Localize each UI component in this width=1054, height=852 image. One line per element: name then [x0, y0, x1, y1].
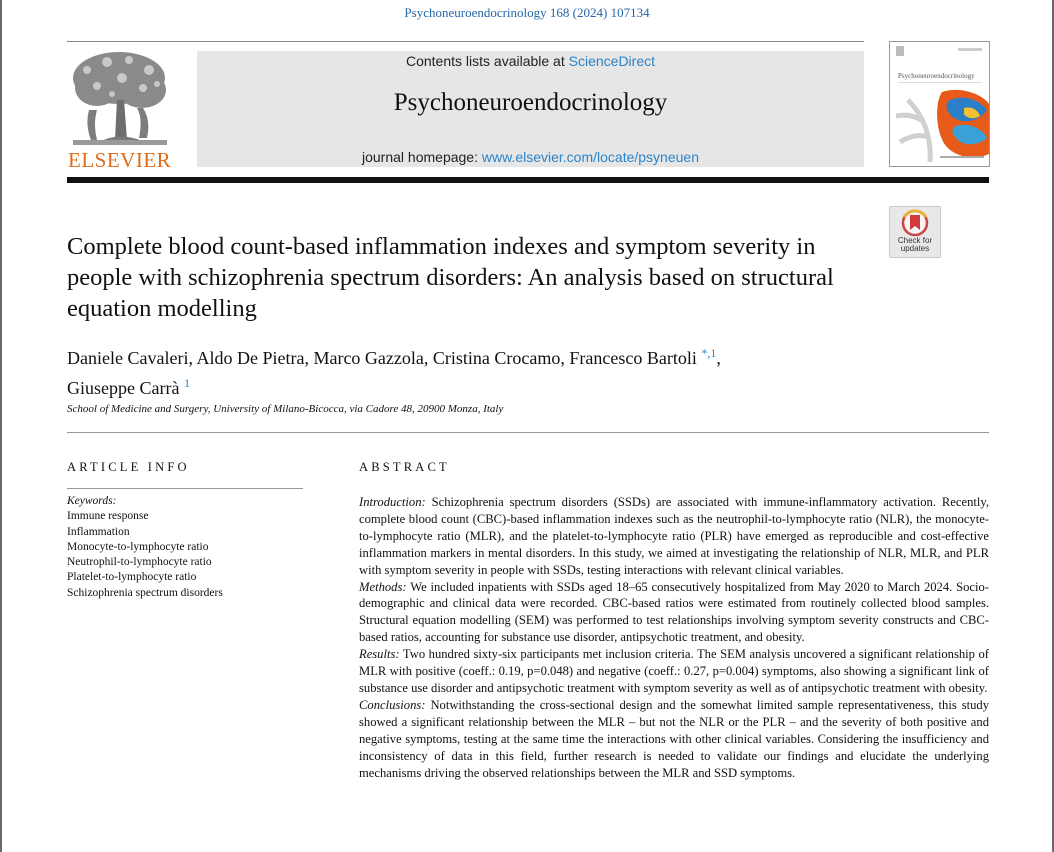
keywords-block	[67, 494, 303, 601]
journal-homepage-link[interactable]: www.elsevier.com/locate/psyneuen	[481, 149, 699, 165]
keywords-label: Keywords:	[67, 495, 117, 507]
keyword-item: Platelet-to-lymphocyte ratio	[67, 571, 197, 584]
abstract-section-label: Conclusions:	[359, 697, 426, 712]
article-title: Complete blood count-based inflammation indexes and symptom severity in people with schizophrenia spectrum disorders: An analysis based on structural equation modelling	[67, 233, 834, 322]
abstract-section-text: We included inpatients with SSDs aged 18–65 consecutively hospitalized from May 2020 to March 2024. Socio-demographic and clinical data were recorded. CBC-based ratios were estimated from routinely collected blood samples. Structural equation modelling (SEM) was performed to test relationships involving symptom severity constructs and CBC-based ratios, accounting for substance use disorder, antipsychotic treatment, and obesity.	[359, 579, 990, 645]
sciencedirect-link[interactable]: ScienceDirect	[568, 53, 656, 69]
abstract-results	[359, 646, 989, 697]
abstract-conclusions	[359, 697, 989, 782]
check-for-updates-label: Check for updates	[897, 236, 933, 253]
keyword-item: Neutrophil-to-lymphocyte ratio	[67, 556, 212, 569]
journal-title: Psychoneuroendocrinology	[393, 89, 668, 116]
bookmark-check-icon	[890, 207, 940, 237]
header-divider	[67, 41, 864, 42]
keyword-item: Monocyte-to-lymphocyte ratio	[67, 540, 209, 553]
abstract-section-label: Results:	[359, 647, 400, 662]
author-name[interactable]: Giuseppe Carrà	[67, 378, 180, 398]
author-name[interactable]: Francesco Bartoli	[569, 348, 697, 368]
affiliation: School of Medicine and Surgery, University of Milano-Bicocca, via Cadore 48, 20900 Monza, Italy	[67, 403, 504, 415]
homepage-prefix: journal homepage:	[362, 149, 478, 165]
author-list: Daniele Cavaleri, Aldo De Pietra, Marco Gazzola, Cristina Crocamo, Francesco Bartoli $^{*,1}$, Giuseppe Carrà $^1$	[67, 346, 721, 398]
author-name[interactable]: Cristina Crocamo	[432, 348, 561, 368]
author-name[interactable]: Marco Gazzola	[313, 348, 424, 368]
contents-line	[197, 53, 864, 69]
keyword-item: Schizophrenia spectrum disorders	[67, 586, 223, 599]
journal-header-box	[197, 51, 864, 167]
page-edge-left	[0, 0, 2, 852]
author-footnote-marks[interactable]: *,1	[701, 346, 717, 360]
abstract-section-label: Introduction:	[359, 495, 426, 509]
abstract-body	[359, 494, 989, 781]
homepage-line	[197, 149, 864, 165]
author-name[interactable]: Daniele Cavaleri	[67, 348, 189, 368]
abstract-section-label: Methods:	[359, 579, 407, 594]
author-footnote-marks[interactable]: 1	[183, 376, 190, 390]
section-divider	[67, 432, 989, 433]
article-info-divider	[67, 488, 303, 489]
check-for-updates-button[interactable]	[889, 206, 941, 258]
journal-cover-art	[890, 42, 989, 166]
journal-cover-thumbnail[interactable]	[889, 41, 990, 167]
contents-prefix: Contents lists available at	[405, 53, 565, 69]
cover-title: Psychoneuroendocrinology	[898, 72, 975, 80]
journal-reference[interactable]: Psychoneuroendocrinology 168 (2024) 107134	[404, 5, 650, 20]
keyword-item: Inflammation	[67, 525, 130, 538]
abstract-section-text: Schizophrenia spectrum disorders (SSDs) are associated with immune-inflammatory activation. Recently, complete blood count (CBC)-based inflammation indexes such as the neutrophil-to-lymphocyte ratio (NLR), the monocyte-to-lymphocyte ratio (MLR), and the platelet-to-lymphocyte ratio (PLR) have emerged as reproducible and cost-effective inflammation markers in mental disorders. In this study, we aimed at investigating the relationship of NLR, MLR, and PLR with symptom severity in people with SSDs, testing interactions with relevant clinical variables.	[359, 495, 989, 577]
abstract-heading: ABSTRACT	[359, 460, 450, 474]
article-info-heading: ARTICLE INFO	[67, 460, 190, 474]
abstract-methods	[359, 579, 989, 647]
keyword-item: Immune response	[67, 510, 149, 523]
author-name[interactable]: Aldo De Pietra	[196, 348, 305, 368]
abstract-section-text: Notwithstanding the cross-sectional design and the somewhat limited sample representativeness, this study showed a significant relationship between the MLR – but not the NLR or the PLR – and the severity of both positive and negative symptoms, testing at the same time the interactions with other clinical variables. Considering the insufficiency and inconsistency of data in this field, further research is needed to validate our findings and elucidate the underlying mechanisms driving the observed relationships between the MLR and SSD symptoms.	[359, 697, 989, 780]
elsevier-wordmark[interactable]: ELSEVIER	[68, 148, 172, 172]
abstract-introduction	[359, 494, 989, 579]
header-thick-rule	[67, 177, 989, 183]
abstract-section-text: Two hundred sixty-six participants met inclusion criteria. The SEM analysis uncovered a significant relationship of MLR with positive (coeff.: 0.19, p=0.048) and negative (coeff.: 0.27, p=0.004) symptoms, also showing a significant link of substance use disorder and antipsychotic treatment with symptom severity as well as of antipsychotic treatment with obesity.	[359, 647, 990, 695]
keywords-list	[67, 509, 303, 601]
